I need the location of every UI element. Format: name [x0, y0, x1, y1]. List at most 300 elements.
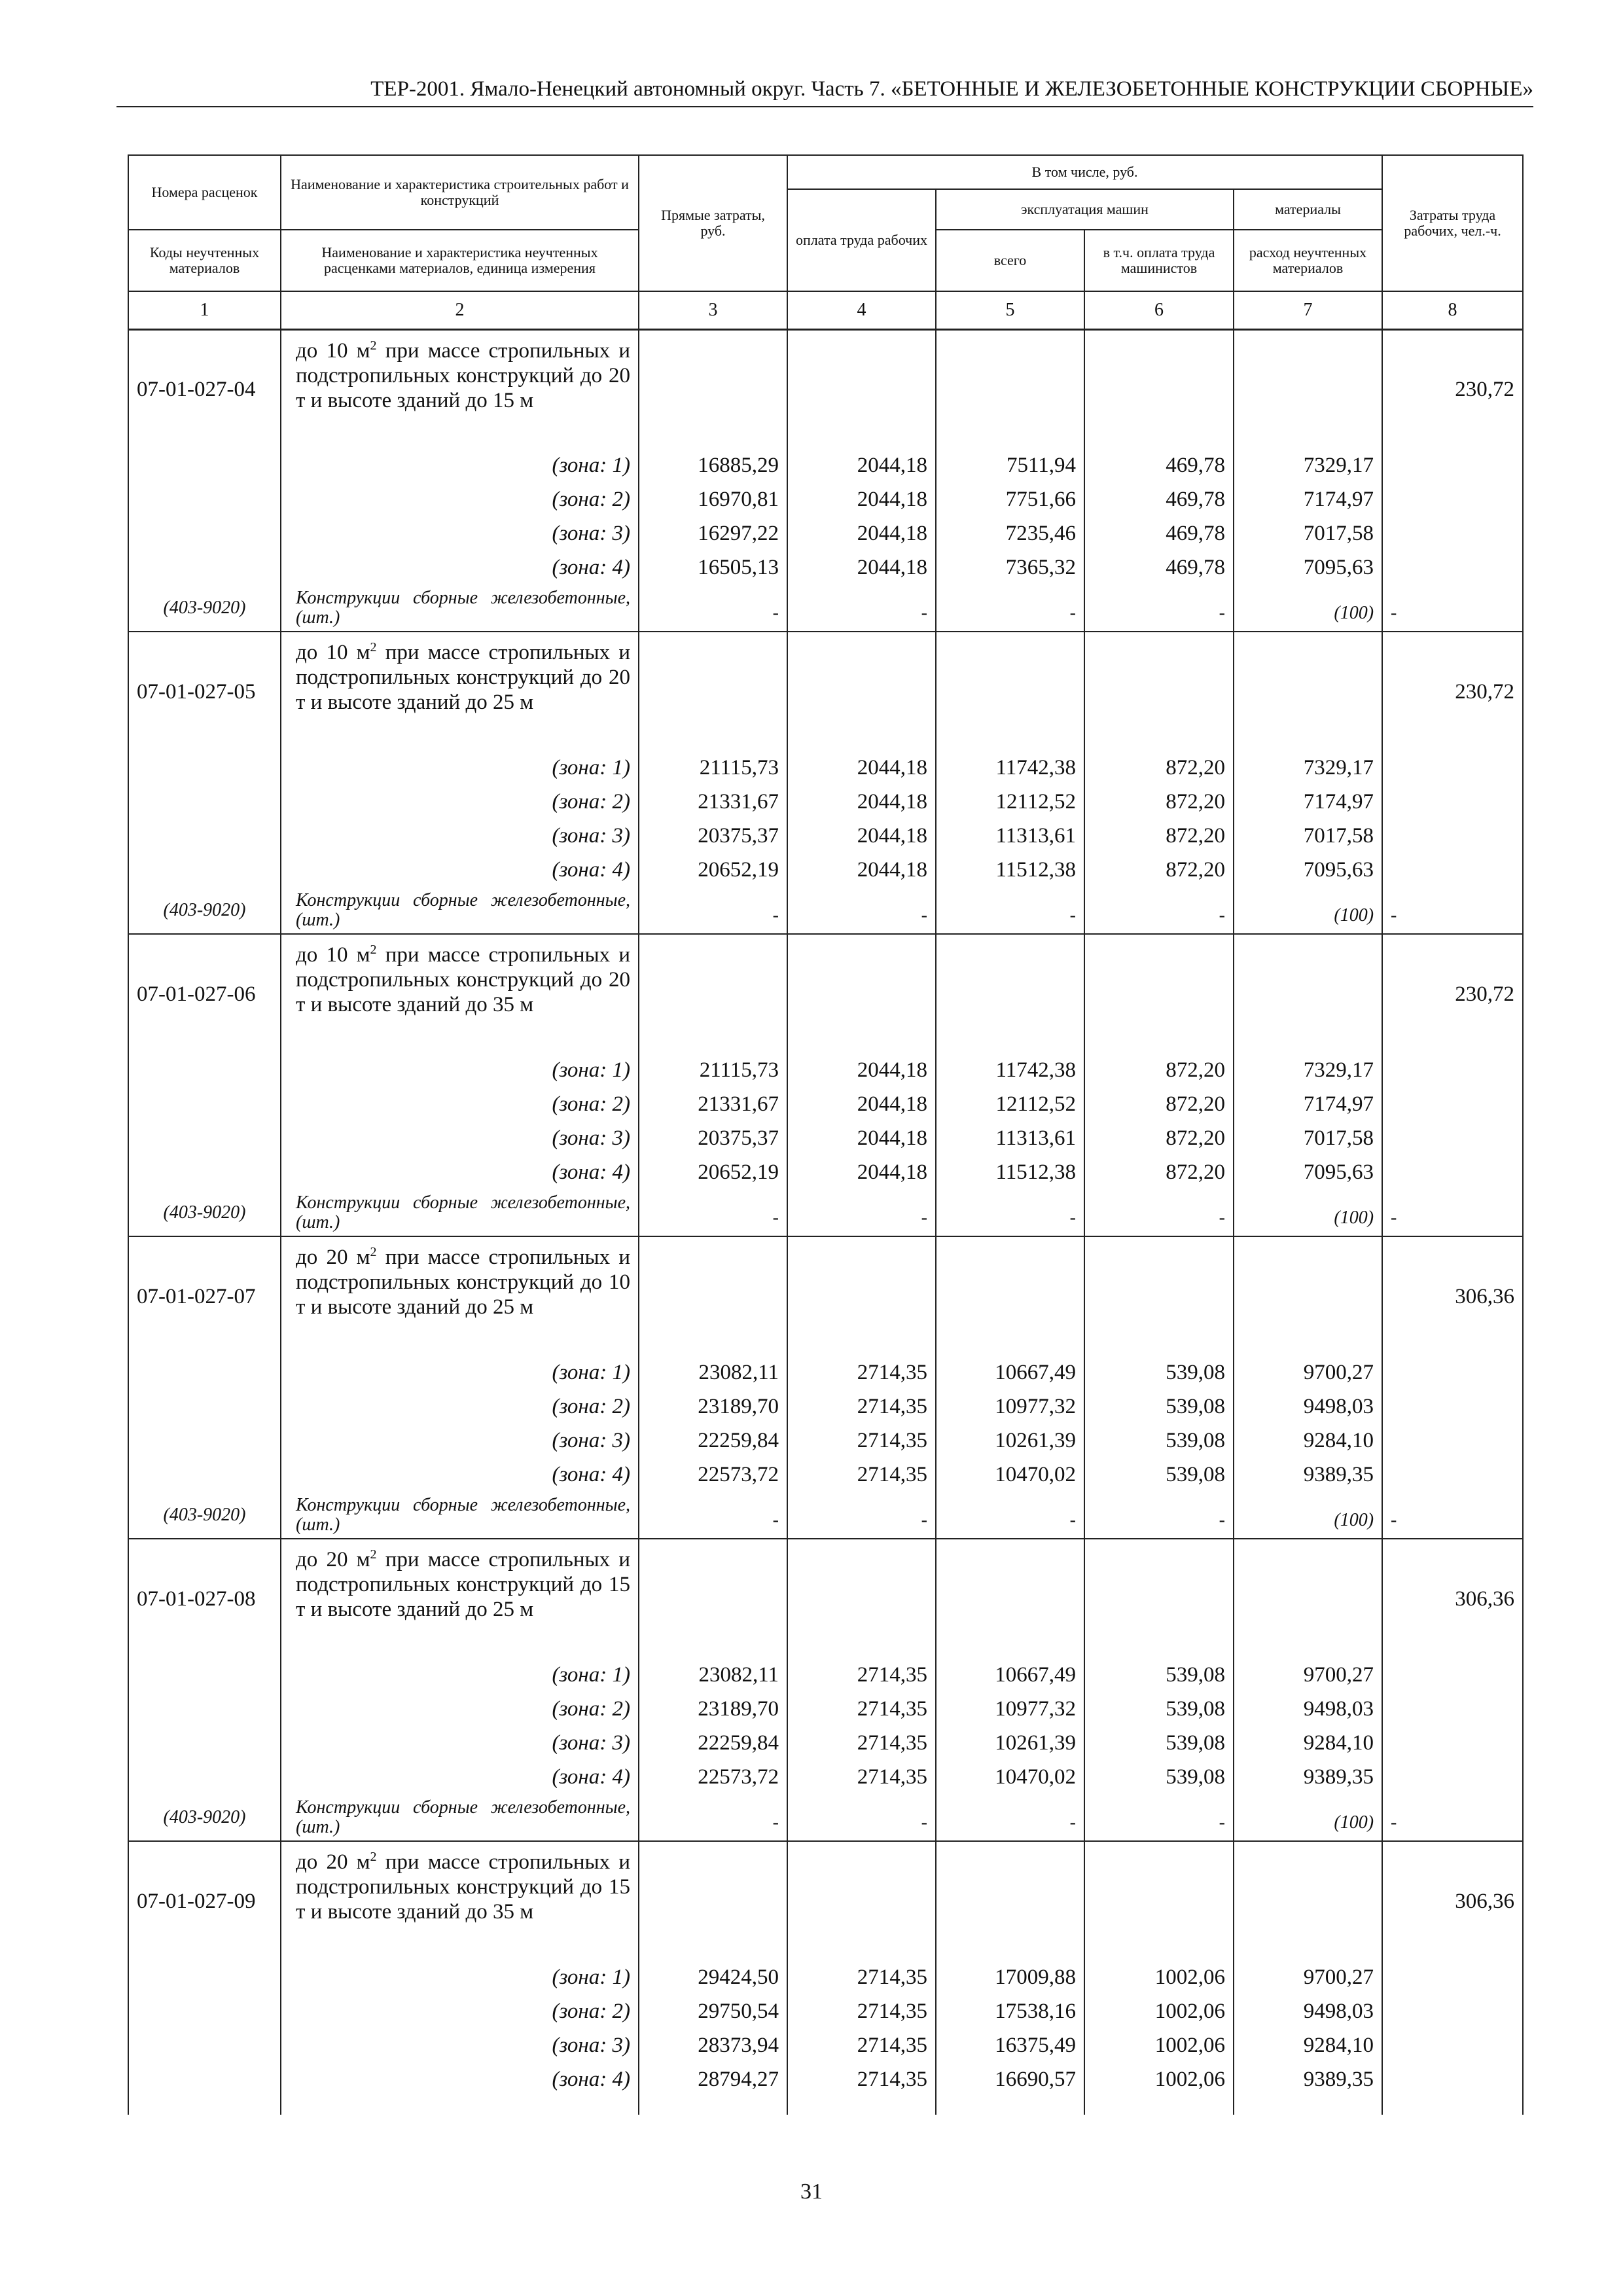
empty-cell: [128, 785, 281, 819]
material-mach-value: -: [936, 1189, 1084, 1236]
zone-mach-value: 12112,52: [936, 785, 1084, 819]
empty-cell: [128, 1692, 281, 1726]
material-labor-value: -: [1382, 1492, 1523, 1539]
zone-wages-value: 2044,18: [787, 819, 936, 853]
zone-row: [128, 2062, 1523, 2096]
empty-cell: [1382, 1355, 1523, 1390]
zone-label: (зона: 1): [281, 448, 639, 482]
empty-cell: [1382, 1424, 1523, 1458]
zone-label: (зона: 4): [281, 1155, 639, 1189]
zone-direct-value: 16885,29: [639, 448, 787, 482]
material-qty-value: (100): [1234, 584, 1382, 632]
zone-direct-value: 28794,27: [639, 2062, 787, 2096]
zone-direct-value: 29424,50: [639, 1960, 787, 1994]
material-row: [128, 1492, 1523, 1539]
material-qty-value: (100): [1234, 1492, 1382, 1539]
labor-cost: 230,72: [1382, 934, 1523, 1053]
zone-mach-wages-value: 539,08: [1084, 1726, 1234, 1760]
zone-mach-wages-value: 872,20: [1084, 1121, 1234, 1155]
zone-label: (зона: 1): [281, 751, 639, 785]
empty-cell: [936, 1841, 1084, 1960]
zone-mach-value: 10470,02: [936, 1458, 1084, 1492]
zone-wages-value: 2714,35: [787, 2028, 936, 2062]
empty-cell: [128, 1155, 281, 1189]
empty-cell: [128, 1053, 281, 1087]
zone-mach-value: 17009,88: [936, 1960, 1084, 1994]
rate-row: [128, 934, 1523, 1053]
empty-cell: [1382, 448, 1523, 482]
material-code: (403-9020): [128, 1492, 281, 1539]
zone-mat-value: 9284,10: [1234, 2028, 1382, 2062]
zone-wages-value: 2044,18: [787, 751, 936, 785]
unit-superscript: 2: [370, 942, 377, 957]
zone-mach-wages-value: 872,20: [1084, 1155, 1234, 1189]
zone-label: (зона: 4): [281, 1458, 639, 1492]
zone-mach-value: 11512,38: [936, 853, 1084, 887]
zone-label: (зона: 1): [281, 1960, 639, 1994]
material-name: Конструкции сборные железобетонные, (шт.): [281, 1189, 639, 1236]
zone-mat-value: 7095,63: [1234, 853, 1382, 887]
zone-direct-value: 16297,22: [639, 516, 787, 550]
zone-wages-value: 2714,35: [787, 1760, 936, 1794]
empty-cell: [1382, 819, 1523, 853]
material-name: Конструкции сборные железобетонные, (шт.): [281, 1492, 639, 1539]
empty-cell: [1084, 632, 1234, 751]
zone-mach-value: 10977,32: [936, 1692, 1084, 1726]
rate-desc-text: при массе стропильных и подстропильных конструкций до 20 т и высоте зданий до 25 м: [296, 641, 630, 714]
empty-cell: [787, 632, 936, 751]
rate-code: 07-01-027-06: [128, 934, 281, 1053]
zone-label: (зона: 2): [281, 1390, 639, 1424]
zone-mat-value: 7329,17: [1234, 448, 1382, 482]
zone-mach-value: 16690,57: [936, 2062, 1084, 2096]
zone-wages-value: 2714,35: [787, 1424, 936, 1458]
zone-mach-wages-value: 539,08: [1084, 1658, 1234, 1692]
zone-direct-value: 20652,19: [639, 1155, 787, 1189]
material-mach-value: -: [936, 1492, 1084, 1539]
rate-code: 07-01-027-04: [128, 329, 281, 448]
rate-description: [281, 329, 639, 448]
zone-mach-value: 10470,02: [936, 1760, 1084, 1794]
labor-cost: 306,36: [1382, 1539, 1523, 1658]
empty-cell: [1382, 1155, 1523, 1189]
zone-mach-wages-value: 539,08: [1084, 1458, 1234, 1492]
empty-cell: [128, 1424, 281, 1458]
zone-row: [128, 1121, 1523, 1155]
empty-cell: [936, 2096, 1084, 2115]
labor-cost: 306,36: [1382, 1236, 1523, 1355]
material-row: [128, 1794, 1523, 1841]
zone-row: [128, 1760, 1523, 1794]
header-material-codes: Коды неучтенных материалов: [128, 230, 281, 291]
zone-mach-value: 10977,32: [936, 1390, 1084, 1424]
material-direct-value: -: [639, 584, 787, 632]
zone-row: [128, 1424, 1523, 1458]
zone-direct-value: 23082,11: [639, 1658, 787, 1692]
material-qty-value: (100): [1234, 1189, 1382, 1236]
empty-cell: [639, 329, 787, 448]
empty-cell: [1382, 482, 1523, 516]
rate-description: [281, 1236, 639, 1355]
rate-description: [281, 632, 639, 751]
material-mach-value: -: [936, 887, 1084, 934]
header-including: В том числе, руб.: [787, 155, 1382, 189]
zone-direct-value: 21331,67: [639, 785, 787, 819]
material-direct-value: -: [639, 1794, 787, 1841]
zone-mach-wages-value: 872,20: [1084, 819, 1234, 853]
empty-cell: [128, 1994, 281, 2028]
material-direct-value: -: [639, 887, 787, 934]
zone-mach-wages-value: 539,08: [1084, 1692, 1234, 1726]
zone-mat-value: 9284,10: [1234, 1424, 1382, 1458]
material-labor-value: -: [1382, 1794, 1523, 1841]
zone-row: [128, 1726, 1523, 1760]
empty-cell: [128, 1121, 281, 1155]
header-machinist-wages: в т.ч. оплата труда машинистов: [1084, 230, 1234, 291]
empty-cell: [1234, 1539, 1382, 1658]
empty-cell: [1382, 1760, 1523, 1794]
empty-cell: [128, 1726, 281, 1760]
empty-cell: [1382, 1994, 1523, 2028]
zone-mach-wages-value: 539,08: [1084, 1355, 1234, 1390]
column-number: 6: [1084, 291, 1234, 329]
zone-mach-value: 10667,49: [936, 1355, 1084, 1390]
empty-cell: [936, 632, 1084, 751]
empty-cell: [1084, 1236, 1234, 1355]
empty-cell: [787, 329, 936, 448]
material-wages-value: -: [787, 1492, 936, 1539]
zone-mat-value: 7095,63: [1234, 1155, 1382, 1189]
unit-superscript: 2: [370, 1547, 377, 1562]
empty-cell: [639, 632, 787, 751]
header-direct-costs: Прямые затраты, руб.: [639, 155, 787, 291]
material-row: [128, 1189, 1523, 1236]
column-number: 1: [128, 291, 281, 329]
zone-row: [128, 1087, 1523, 1121]
rate-desc-prefix: до 10 м: [296, 338, 370, 363]
zone-mach-value: 11313,61: [936, 819, 1084, 853]
zone-mach-wages-value: 469,78: [1084, 516, 1234, 550]
material-code: (403-9020): [128, 1794, 281, 1841]
zone-mat-value: 9284,10: [1234, 1726, 1382, 1760]
zone-mach-value: 10261,39: [936, 1726, 1084, 1760]
zone-row: [128, 550, 1523, 584]
material-name: Конструкции сборные железобетонные, (шт.): [281, 584, 639, 632]
zone-mat-value: 9498,03: [1234, 1692, 1382, 1726]
zone-mach-wages-value: 1002,06: [1084, 2028, 1234, 2062]
material-mach-wages-value: -: [1084, 584, 1234, 632]
zone-direct-value: 16505,13: [639, 550, 787, 584]
rate-description: [281, 1539, 639, 1658]
empty-cell: [639, 934, 787, 1053]
empty-cell: [1382, 1087, 1523, 1121]
material-row: [128, 887, 1523, 934]
zone-mat-value: 7329,17: [1234, 1053, 1382, 1087]
zone-wages-value: 2044,18: [787, 1087, 936, 1121]
zone-label: (зона: 2): [281, 1692, 639, 1726]
empty-cell: [1234, 934, 1382, 1053]
material-wages-value: -: [787, 1189, 936, 1236]
zone-wages-value: 2714,35: [787, 1960, 936, 1994]
column-number: 4: [787, 291, 936, 329]
zone-direct-value: 16970,81: [639, 482, 787, 516]
header-worker-wages: оплата труда рабочих: [787, 189, 936, 291]
empty-cell: [1084, 2096, 1234, 2115]
zone-label: (зона: 3): [281, 1424, 639, 1458]
header-materials: материалы: [1234, 189, 1382, 230]
material-mach-value: -: [936, 584, 1084, 632]
zone-direct-value: 23082,11: [639, 1355, 787, 1390]
header-work-name: Наименование и характеристика строительных работ и конструкций: [281, 155, 639, 230]
rate-code: 07-01-027-09: [128, 1841, 281, 1960]
empty-cell: [1234, 1236, 1382, 1355]
zone-mach-wages-value: 469,78: [1084, 550, 1234, 584]
zone-direct-value: 22573,72: [639, 1458, 787, 1492]
empty-cell: [1382, 516, 1523, 550]
header-rate-number: Номера расценок: [128, 155, 281, 230]
empty-cell: [1382, 1726, 1523, 1760]
rate-desc-prefix: до 10 м: [296, 641, 370, 664]
empty-cell: [1382, 550, 1523, 584]
material-labor-value: -: [1382, 584, 1523, 632]
zone-mat-value: 7095,63: [1234, 550, 1382, 584]
rate-desc-prefix: до 20 м: [296, 1548, 370, 1571]
column-number: 3: [639, 291, 787, 329]
zone-label: (зона: 3): [281, 819, 639, 853]
column-number: 5: [936, 291, 1084, 329]
unit-superscript: 2: [370, 338, 377, 353]
zone-wages-value: 2044,18: [787, 482, 936, 516]
empty-cell: [1382, 1960, 1523, 1994]
zone-wages-value: 2044,18: [787, 448, 936, 482]
rate-code: 07-01-027-07: [128, 1236, 281, 1355]
zone-mach-wages-value: 539,08: [1084, 1760, 1234, 1794]
empty-cell: [1234, 2096, 1382, 2115]
zone-wages-value: 2714,35: [787, 2062, 936, 2096]
zone-direct-value: 22259,84: [639, 1726, 787, 1760]
empty-cell: [1382, 1692, 1523, 1726]
rate-desc-text: при массе стропильных и подстропильных конструкций до 15 т и высоте зданий до 25 м: [296, 1548, 630, 1621]
zone-row: [128, 2028, 1523, 2062]
material-mach-wages-value: -: [1084, 887, 1234, 934]
empty-cell: [639, 1539, 787, 1658]
zone-label: (зона: 3): [281, 1726, 639, 1760]
zone-direct-value: 23189,70: [639, 1692, 787, 1726]
empty-cell: [1382, 751, 1523, 785]
material-mach-wages-value: -: [1084, 1189, 1234, 1236]
material-labor-value: -: [1382, 1189, 1523, 1236]
table-header: [128, 155, 1523, 329]
material-mach-value: -: [936, 1794, 1084, 1841]
labor-cost: 230,72: [1382, 329, 1523, 448]
header-labor-costs: Затраты труда рабочих, чел.-ч.: [1382, 155, 1523, 291]
rate-description: [281, 1841, 639, 1960]
material-direct-value: -: [639, 1189, 787, 1236]
empty-cell: [128, 516, 281, 550]
zone-direct-value: 21115,73: [639, 751, 787, 785]
zone-wages-value: 2714,35: [787, 1458, 936, 1492]
rate-code: 07-01-027-05: [128, 632, 281, 751]
zone-wages-value: 2044,18: [787, 1155, 936, 1189]
zone-mach-value: 11313,61: [936, 1121, 1084, 1155]
zone-row: [128, 1994, 1523, 2028]
zone-row: [128, 853, 1523, 887]
header-machines-total: всего: [936, 230, 1084, 291]
empty-cell: [128, 1390, 281, 1424]
rate-row: [128, 1539, 1523, 1658]
zone-mat-value: 9700,27: [1234, 1355, 1382, 1390]
zone-mach-wages-value: 1002,06: [1084, 2062, 1234, 2096]
zone-mach-wages-value: 872,20: [1084, 785, 1234, 819]
empty-cell: [1382, 853, 1523, 887]
page-header: ТЕР-2001. Ямало-Ненецкий автономный округ. Часть 7. «БЕТОННЫЕ И ЖЕЛЕЗОБЕТОННЫЕ КОНСТРУКЦИИ СБОРНЫЕ»: [116, 72, 1533, 107]
zone-mach-value: 10667,49: [936, 1658, 1084, 1692]
zone-mach-value: 7511,94: [936, 448, 1084, 482]
zone-label: (зона: 2): [281, 785, 639, 819]
zone-wages-value: 2044,18: [787, 550, 936, 584]
zone-label: (зона: 3): [281, 516, 639, 550]
rate-row: [128, 329, 1523, 448]
page-number: 31: [800, 2179, 823, 2204]
empty-cell: [128, 1087, 281, 1121]
zone-mat-value: 9389,35: [1234, 1760, 1382, 1794]
unit-superscript: 2: [370, 1850, 377, 1864]
zone-mat-value: 7174,97: [1234, 482, 1382, 516]
rate-row: [128, 1236, 1523, 1355]
zone-label: (зона: 1): [281, 1355, 639, 1390]
empty-cell: [787, 1841, 936, 1960]
zone-mat-value: 7017,58: [1234, 819, 1382, 853]
empty-cell: [787, 1539, 936, 1658]
empty-cell: [1382, 1053, 1523, 1087]
empty-cell: [128, 2096, 281, 2115]
zone-row: [128, 1458, 1523, 1492]
zone-mach-value: 7365,32: [936, 550, 1084, 584]
zone-mach-value: 7235,46: [936, 516, 1084, 550]
zone-mat-value: 7329,17: [1234, 751, 1382, 785]
empty-cell: [787, 2096, 936, 2115]
zone-mach-value: 7751,66: [936, 482, 1084, 516]
column-number: 8: [1382, 291, 1523, 329]
zone-wages-value: 2714,35: [787, 1390, 936, 1424]
zone-mat-value: 9498,03: [1234, 1994, 1382, 2028]
rates-body: [128, 329, 1523, 2115]
empty-cell: [1234, 329, 1382, 448]
zone-mach-value: 17538,16: [936, 1994, 1084, 2028]
empty-cell: [1382, 1390, 1523, 1424]
header-machines: эксплуатация машин: [936, 189, 1234, 230]
zone-mach-wages-value: 872,20: [1084, 751, 1234, 785]
zone-label: (зона: 4): [281, 550, 639, 584]
zone-mach-value: 12112,52: [936, 1087, 1084, 1121]
material-code: (403-9020): [128, 584, 281, 632]
zone-direct-value: 20375,37: [639, 819, 787, 853]
zone-label: (зона: 4): [281, 853, 639, 887]
material-name: Конструкции сборные железобетонные, (шт.): [281, 1794, 639, 1841]
zone-mat-value: 9498,03: [1234, 1390, 1382, 1424]
header-material-names: Наименование и характеристика неучтенных расценками материалов, единица измерения: [281, 230, 639, 291]
empty-cell: [1382, 1121, 1523, 1155]
zone-label: (зона: 2): [281, 482, 639, 516]
empty-cell: [1084, 1841, 1234, 1960]
zone-row: [128, 1053, 1523, 1087]
empty-cell: [639, 1236, 787, 1355]
empty-cell: [128, 2028, 281, 2062]
rate-description: [281, 934, 639, 1053]
zone-wages-value: 2714,35: [787, 1658, 936, 1692]
material-direct-value: -: [639, 1492, 787, 1539]
zone-row: [128, 785, 1523, 819]
zone-mach-wages-value: 872,20: [1084, 1053, 1234, 1087]
zone-wages-value: 2714,35: [787, 1692, 936, 1726]
zone-label: (зона: 3): [281, 1121, 639, 1155]
zone-mach-value: 16375,49: [936, 2028, 1084, 2062]
zone-label: (зона: 4): [281, 1760, 639, 1794]
zone-mach-wages-value: 872,20: [1084, 1087, 1234, 1121]
zone-direct-value: 28373,94: [639, 2028, 787, 2062]
table-continuation: [128, 2096, 1523, 2115]
material-qty-value: (100): [1234, 887, 1382, 934]
rate-row: [128, 632, 1523, 751]
zone-mat-value: 9700,27: [1234, 1658, 1382, 1692]
zone-wages-value: 2044,18: [787, 516, 936, 550]
rate-desc-text: при массе стропильных и подстропильных конструкций до 10 т и высоте зданий до 25 м: [296, 1246, 630, 1319]
zone-mach-value: 11512,38: [936, 1155, 1084, 1189]
zone-direct-value: 20375,37: [639, 1121, 787, 1155]
zone-mach-wages-value: 469,78: [1084, 448, 1234, 482]
empty-cell: [936, 329, 1084, 448]
zone-mach-wages-value: 539,08: [1084, 1424, 1234, 1458]
empty-cell: [1084, 934, 1234, 1053]
empty-cell: [936, 1236, 1084, 1355]
zone-row: [128, 448, 1523, 482]
material-code: (403-9020): [128, 1189, 281, 1236]
rate-row: [128, 1841, 1523, 1960]
empty-cell: [1382, 1458, 1523, 1492]
empty-cell: [1382, 1658, 1523, 1692]
empty-cell: [1382, 2096, 1523, 2115]
zone-label: (зона: 2): [281, 1994, 639, 2028]
zone-mat-value: 7017,58: [1234, 516, 1382, 550]
material-wages-value: -: [787, 1794, 936, 1841]
zone-wages-value: 2044,18: [787, 1121, 936, 1155]
rate-desc-text: при массе стропильных и подстропильных конструкций до 20 т и высоте зданий до 35 м: [296, 943, 630, 1016]
zone-row: [128, 516, 1523, 550]
empty-cell: [787, 934, 936, 1053]
zone-mach-wages-value: 1002,06: [1084, 1960, 1234, 1994]
zone-wages-value: 2714,35: [787, 1994, 936, 2028]
zone-mat-value: 7174,97: [1234, 785, 1382, 819]
zone-direct-value: 21331,67: [639, 1087, 787, 1121]
zone-direct-value: 29750,54: [639, 1994, 787, 2028]
rate-desc-text: при массе стропильных и подстропильных конструкций до 20 т и высоте зданий до 15 м: [296, 338, 630, 412]
material-code: (403-9020): [128, 887, 281, 934]
unit-superscript: 2: [370, 1245, 377, 1259]
zone-wages-value: 2044,18: [787, 853, 936, 887]
zone-direct-value: 21115,73: [639, 1053, 787, 1087]
zone-wages-value: 2714,35: [787, 1355, 936, 1390]
empty-cell: [1084, 329, 1234, 448]
empty-cell: [1382, 2028, 1523, 2062]
empty-cell: [128, 448, 281, 482]
unit-superscript: 2: [370, 640, 377, 655]
zone-row: [128, 1155, 1523, 1189]
empty-cell: [128, 550, 281, 584]
rate-desc-prefix: до 20 м: [296, 1850, 370, 1874]
zone-direct-value: 22259,84: [639, 1424, 787, 1458]
zone-row: [128, 751, 1523, 785]
empty-cell: [128, 1355, 281, 1390]
